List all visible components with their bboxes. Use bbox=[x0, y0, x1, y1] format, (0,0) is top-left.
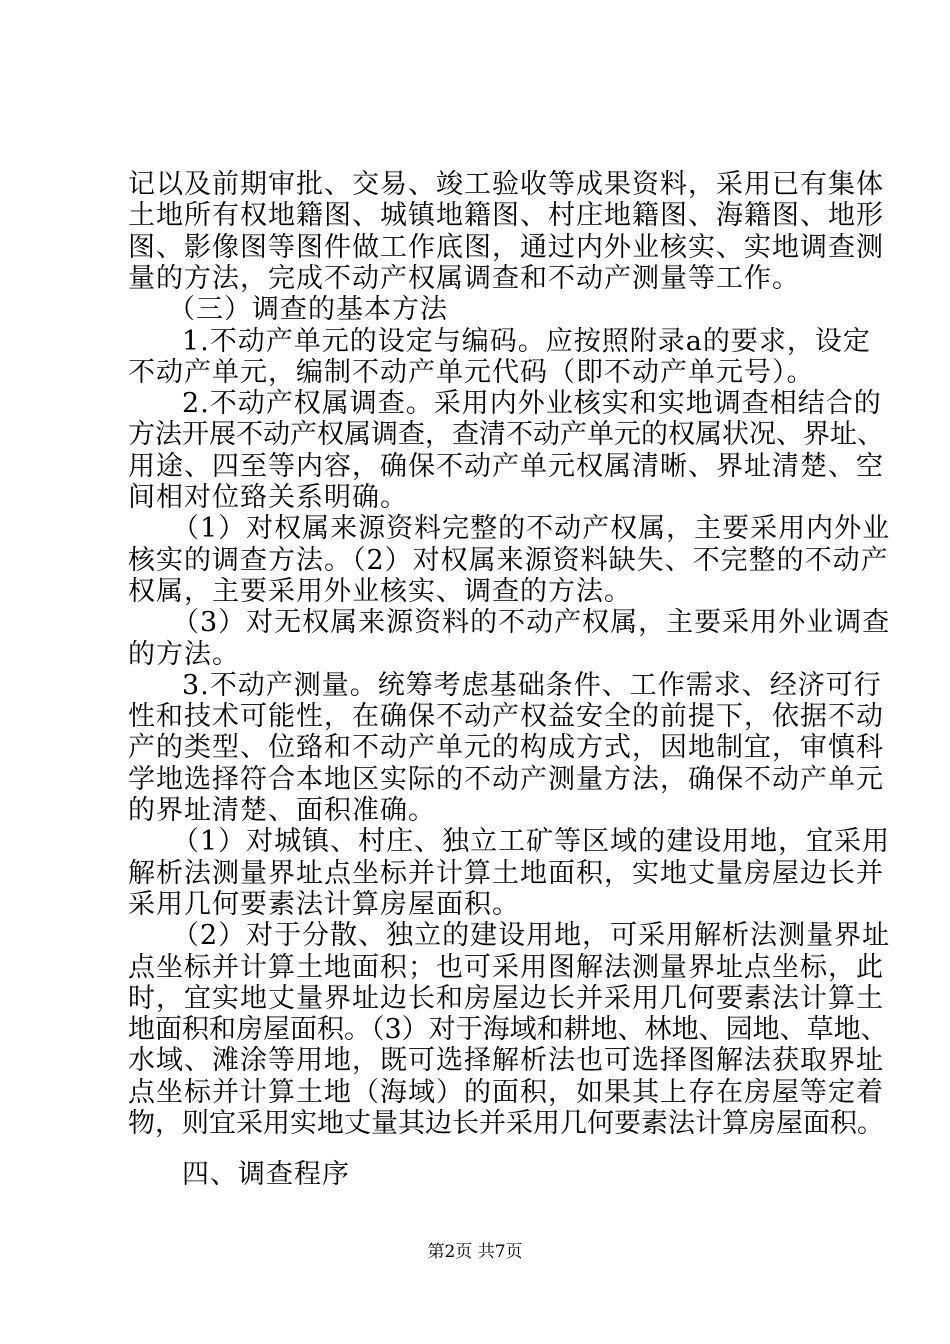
text-line: 时，宜实地丈量界址边长和房屋边长并采用几何要素法计算土 bbox=[128, 983, 884, 1014]
text-line: 学地选择符合本地区实际的不动产测量方法，确保不动产单元 bbox=[128, 764, 884, 795]
text-line: 3.不动产测量。统筹考虑基础条件、工作需求、经济可行 bbox=[182, 670, 882, 701]
page-number: 第2页 共7页 bbox=[427, 1242, 523, 1262]
text-line: 产的类型、位臵和不动产单元的构成方式，因地制宜，审慎科 bbox=[128, 732, 884, 763]
text-line: 图、影像图等图件做工作底图，通过内外业核实、实地调查测 bbox=[128, 232, 884, 263]
text-line: 不动产单元，编制不动产单元代码（即不动产单元号）。 bbox=[128, 357, 815, 388]
text-line: 的方法。 bbox=[128, 639, 240, 670]
text-line: （3）对无权属来源资料的不动产权属，主要采用外业调查 bbox=[172, 607, 891, 638]
text-line: 1.不动产单元的设定与编码。应按照附录a的要求，设定 bbox=[182, 326, 871, 357]
text-line: 点坐标并计算土地（海域）的面积，如果其上存在房屋等定着 bbox=[128, 1077, 884, 1108]
text-line: 采用几何要素法计算房屋面积。 bbox=[128, 889, 520, 920]
section-heading: （三）调查的基本方法 bbox=[168, 294, 448, 325]
section-heading: 四、调查程序 bbox=[182, 1159, 350, 1190]
text-line: 用途、四至等内容，确保不动产单元权属清晰、界址清楚、空 bbox=[128, 451, 884, 482]
text-line: 方法开展不动产权属调查，查清不动产单元的权属状况、界址、 bbox=[128, 419, 884, 450]
text-line: 水域、滩涂等用地，既可选择解析法也可选择图解法获取界址 bbox=[128, 1045, 884, 1076]
text-line: （1）对城镇、村庄、独立工矿等区域的建设用地，宜采用 bbox=[172, 826, 891, 857]
text-line: （1）对权属来源资料完整的不动产权属，主要采用内外业 bbox=[172, 513, 891, 544]
text-line: 量的方法，完成不动产权属调查和不动产测量等工作。 bbox=[128, 263, 800, 294]
text-line: 点坐标并计算土地面积；也可采用图解法测量界址点坐标，此 bbox=[128, 952, 884, 983]
text-line: 2.不动产权属调查。采用内外业核实和实地调查相结合的 bbox=[182, 388, 882, 419]
text-line: 土地所有权地籍图、城镇地籍图、村庄地籍图、海籍图、地形 bbox=[128, 200, 884, 231]
text-line: 解析法测量界址点坐标并计算土地面积，实地丈量房屋边长并 bbox=[128, 858, 884, 889]
text-line: 性和技术可能性，在确保不动产权益安全的前提下，依据不动 bbox=[128, 701, 884, 732]
text-line: （2）对于分散、独立的建设用地，可采用解析法测量界址 bbox=[172, 920, 891, 951]
text-line: 核实的调查方法。（2）对权属来源资料缺失、不完整的不动产 bbox=[128, 545, 889, 576]
text-line: 的界址清楚、面积准确。 bbox=[128, 795, 436, 826]
text-line: 权属，主要采用外业核实、调查的方法。 bbox=[128, 576, 632, 607]
text-line: 间相对位臵关系明确。 bbox=[128, 482, 408, 513]
text-line: 物，则宜采用实地丈量其边长并采用几何要素法计算房屋面积。 bbox=[128, 1108, 884, 1139]
text-line: 地面积和房屋面积。（3）对于海域和耕地、林地、园地、草地、 bbox=[128, 1014, 888, 1045]
text-line: 记以及前期审批、交易、竣工验收等成果资料，采用已有集体 bbox=[128, 169, 884, 200]
